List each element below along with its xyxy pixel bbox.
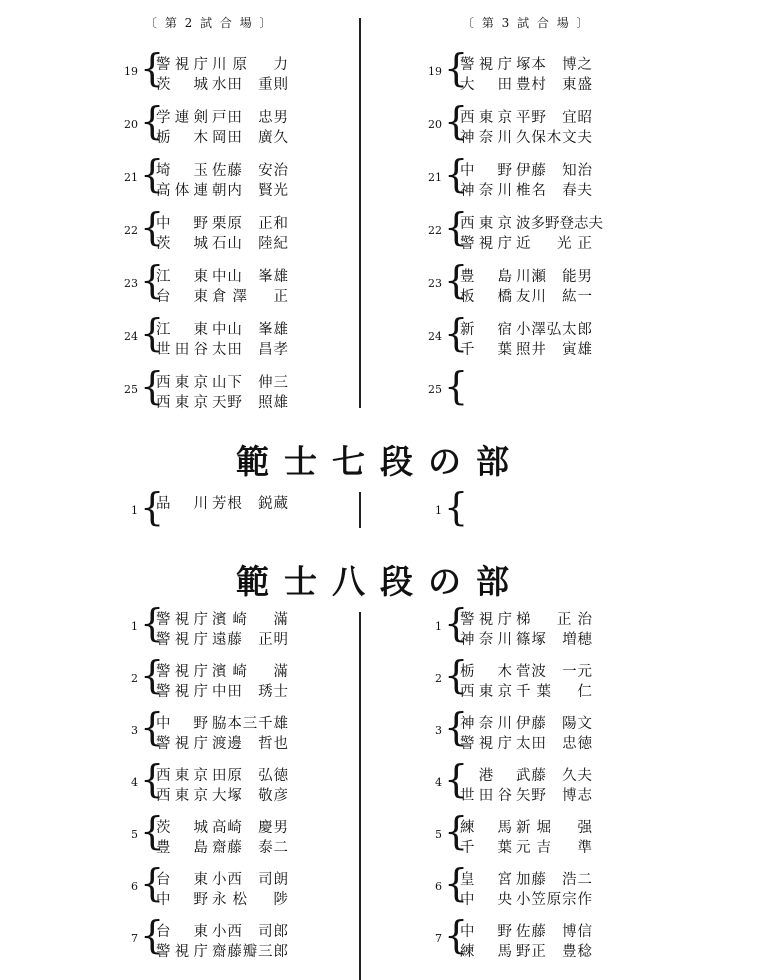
competitor-name: 佐藤 安治 <box>212 163 288 179</box>
match-entry <box>428 809 608 858</box>
competitor-affiliation: 台東 <box>156 289 208 305</box>
competitor-row <box>156 940 288 960</box>
competitor-name: 遠藤 正明 <box>212 632 288 648</box>
competitor-row <box>156 212 288 232</box>
match-number: 1 <box>435 620 442 633</box>
competitor-affiliation: 警視庁 <box>156 612 208 628</box>
competitor-row <box>156 391 288 411</box>
competitor-affiliation: 警視庁 <box>156 632 208 648</box>
competitor-name: 栗原 正和 <box>212 216 288 232</box>
competitor-affiliation: 埼玉 <box>156 163 208 179</box>
match-number: 5 <box>435 828 442 841</box>
competitor-name: 近 光正 <box>516 236 592 252</box>
pairing-brace: { <box>444 757 469 801</box>
competitor-row <box>460 318 592 338</box>
match-entry <box>124 46 304 95</box>
pairing-brace: { <box>140 46 165 90</box>
match-entry <box>124 311 304 360</box>
competitor-affiliation: 千葉 <box>460 342 512 358</box>
pairing-brace: { <box>444 601 469 645</box>
competitor-row <box>156 492 288 512</box>
competitor-affiliation: 神奈川 <box>460 183 512 199</box>
match-number: 6 <box>435 880 442 893</box>
competitor-row <box>460 338 592 358</box>
pairing-brace: { <box>140 152 165 196</box>
section-title-hanshi-8dan: 範士八段の部 <box>236 562 524 601</box>
competitor-name: 石山 陸紀 <box>212 236 288 252</box>
competitor-affiliation: 警視庁 <box>156 664 208 680</box>
competitor-name: 齋藤 泰二 <box>212 840 288 856</box>
competitor-row <box>460 920 592 940</box>
competitor-row <box>156 836 288 856</box>
competitor-row <box>156 868 288 888</box>
competitor-affiliation: 警視庁 <box>460 57 512 73</box>
competitor-name: 新堀 强 <box>516 820 592 836</box>
competitor-name: 椎名 春夫 <box>516 183 592 199</box>
competitor-row <box>460 391 592 411</box>
match-number: 1 <box>131 620 138 633</box>
competitor-affiliation: 豊島 <box>460 269 512 285</box>
competitor-affiliation: 世田谷 <box>460 788 512 804</box>
competitor-name: 中山 峯雄 <box>212 269 288 285</box>
competitor-affiliation: 栃木 <box>156 130 208 146</box>
pairing-brace: { <box>140 99 165 143</box>
match-entry <box>428 46 608 95</box>
competitor-name: 中山 峯雄 <box>212 322 288 338</box>
competitor-affiliation: 茨城 <box>156 236 208 252</box>
competitor-name: 山下 伸三 <box>212 375 288 391</box>
match-entry <box>428 601 608 650</box>
competitor-affiliation: 中野 <box>156 892 208 908</box>
match-number: 7 <box>131 932 138 945</box>
competitor-affiliation: 西東京 <box>460 684 512 700</box>
competitor-name: 伊藤 陽文 <box>516 716 592 732</box>
pairing-brace: { <box>140 913 165 957</box>
competitor-name: 太田 昌孝 <box>212 342 288 358</box>
competitor-name: 伊藤 知治 <box>516 163 592 179</box>
match-number: 4 <box>435 776 442 789</box>
match-number: 21 <box>428 171 442 184</box>
competitor-row <box>460 179 592 199</box>
pairing-brace: { <box>444 485 469 529</box>
competitor-name: 倉澤 正 <box>212 289 288 305</box>
competitor-row <box>156 265 288 285</box>
competitor-affiliation: 茨城 <box>156 820 208 836</box>
competitor-name: 加藤 浩二 <box>516 872 592 888</box>
competitor-name: 篠塚 増穂 <box>516 632 592 648</box>
competitor-row <box>156 784 288 804</box>
pairing-brace: { <box>140 205 165 249</box>
competitor-affiliation: 台東 <box>156 872 208 888</box>
competitor-row <box>156 318 288 338</box>
competitor-row <box>460 764 592 784</box>
competitor-name: 菅波 一元 <box>516 664 592 680</box>
pairing-brace: { <box>444 861 469 905</box>
competitor-name: 中田 琇士 <box>212 684 288 700</box>
competitor-name: 矢野 博志 <box>516 788 592 804</box>
pairing-brace: { <box>444 99 469 143</box>
competitor-row <box>460 816 592 836</box>
match-entry <box>124 809 304 858</box>
competitor-row <box>460 940 592 960</box>
competitor-row <box>156 628 288 648</box>
pairing-brace: { <box>140 364 165 408</box>
competitor-row <box>460 888 592 908</box>
match-entry <box>428 757 608 806</box>
competitor-name: 梯 正治 <box>516 612 592 628</box>
competitor-affiliation: 大田 <box>460 77 512 93</box>
competitor-affiliation: 中野 <box>460 924 512 940</box>
match-entry <box>428 152 608 201</box>
match-entry <box>124 485 304 534</box>
competitor-name: 豊村 東盛 <box>516 77 592 93</box>
match-number: 2 <box>435 672 442 685</box>
competitor-affiliation: 西東京 <box>460 216 512 232</box>
match-number: 25 <box>428 383 442 396</box>
competitor-row <box>460 159 592 179</box>
competitor-name: 天野 照雄 <box>212 395 288 411</box>
competitor-row <box>460 285 592 305</box>
competitor-name: 波多野登志夫 <box>516 216 603 232</box>
header-court-3: 〔 第 3 試 合 場 〕 <box>462 16 591 30</box>
competitor-affiliation: 警視庁 <box>460 612 512 628</box>
competitor-row <box>460 836 592 856</box>
competitor-name: 照井 寅雄 <box>516 342 592 358</box>
competitor-name: 齋藤瓣三郎 <box>212 944 288 960</box>
match-entry <box>428 205 608 254</box>
match-number: 5 <box>131 828 138 841</box>
pairing-brace: { <box>140 601 165 645</box>
pairing-brace: { <box>140 485 165 529</box>
competitor-row <box>156 179 288 199</box>
competitor-name: 濱崎 滿 <box>212 612 288 628</box>
match-number: 19 <box>428 65 442 78</box>
competitor-row <box>460 126 592 146</box>
competitor-affiliation: 警視庁 <box>156 57 208 73</box>
match-number: 4 <box>131 776 138 789</box>
match-entry <box>428 485 608 534</box>
competitor-row <box>156 338 288 358</box>
competitor-row <box>156 888 288 908</box>
competitor-row <box>156 732 288 752</box>
competitor-row <box>460 212 603 232</box>
match-entry <box>124 601 304 650</box>
competitor-row <box>156 126 288 146</box>
competitor-affiliation: 板橋 <box>460 289 512 305</box>
competitor-name: 戸田 忠男 <box>212 110 288 126</box>
match-entry <box>428 653 608 702</box>
pairing-brace: { <box>444 653 469 697</box>
competitor-row <box>156 53 288 73</box>
match-entry <box>124 705 304 754</box>
pairing-brace: { <box>444 311 469 355</box>
match-number: 23 <box>428 277 442 290</box>
competitor-affiliation: 栃木 <box>460 664 512 680</box>
competitor-name: 小笠原宗作 <box>516 892 592 908</box>
match-number: 2 <box>131 672 138 685</box>
competitor-affiliation: 西東京 <box>460 110 512 126</box>
competitor-affiliation: 警視庁 <box>460 736 512 752</box>
pairing-brace: { <box>444 364 469 408</box>
pairing-brace: { <box>140 653 165 697</box>
match-entry <box>428 705 608 754</box>
competitor-row <box>460 53 592 73</box>
competitor-row <box>460 784 592 804</box>
match-number: 21 <box>124 171 138 184</box>
competitor-affiliation: 高体連 <box>156 183 208 199</box>
competitor-row <box>156 816 288 836</box>
pairing-brace: { <box>140 809 165 853</box>
match-entry <box>124 364 304 413</box>
match-entry <box>428 258 608 307</box>
match-number: 6 <box>131 880 138 893</box>
competitor-affiliation: 神奈川 <box>460 130 512 146</box>
competitor-row <box>156 660 288 680</box>
match-entry <box>124 205 304 254</box>
competitor-row <box>156 764 288 784</box>
competitor-affiliation: 神奈川 <box>460 716 512 732</box>
competitor-name: 塚本 博之 <box>516 57 592 73</box>
competitor-name: 朝内 賢光 <box>212 183 288 199</box>
match-entry <box>124 99 304 148</box>
match-number: 22 <box>428 224 442 237</box>
match-number: 3 <box>435 724 442 737</box>
competitor-row <box>460 73 592 93</box>
competitor-affiliation: 練馬 <box>460 944 512 960</box>
competitor-affiliation: 学連剣 <box>156 110 208 126</box>
competitor-name: 芳根 鋭蔵 <box>212 496 288 512</box>
pairing-brace: { <box>140 861 165 905</box>
competitor-row <box>460 660 592 680</box>
competitor-row <box>156 608 288 628</box>
competitor-row <box>156 232 288 252</box>
competitor-affiliation: 中野 <box>460 163 512 179</box>
competitor-row <box>460 232 592 252</box>
competitor-row <box>460 732 592 752</box>
pairing-brace: { <box>444 258 469 302</box>
competitor-affiliation: 江東 <box>156 269 208 285</box>
competitor-affiliation: 中央 <box>460 892 512 908</box>
competitor-affiliation: 警視庁 <box>156 736 208 752</box>
match-entry <box>124 152 304 201</box>
competitor-affiliation: 港 <box>478 768 494 784</box>
competitor-name: 小西 司朗 <box>212 872 288 888</box>
match-entry <box>124 861 304 910</box>
competitor-affiliation: 皇宮 <box>460 872 512 888</box>
competitor-row <box>460 265 592 285</box>
competitor-row <box>460 371 592 391</box>
competitor-name: 大塚 敬彦 <box>212 788 288 804</box>
match-number: 24 <box>428 330 442 343</box>
competitor-row <box>156 285 288 305</box>
pairing-brace: { <box>444 46 469 90</box>
match-number: 20 <box>124 118 138 131</box>
competitor-name: 平野 宜昭 <box>516 110 592 126</box>
pairing-brace: { <box>140 757 165 801</box>
competitor-name: 岡田 廣久 <box>212 130 288 146</box>
competitor-affiliation: 新宿 <box>460 322 512 338</box>
match-entry <box>428 311 608 360</box>
match-number: 25 <box>124 383 138 396</box>
competitor-row <box>156 371 288 391</box>
competitor-name: 川原 力 <box>212 57 288 73</box>
pairing-brace: { <box>444 913 469 957</box>
competitor-affiliation: 台東 <box>156 924 208 940</box>
competitor-affiliation: 品川 <box>156 496 208 512</box>
header-court-2: 〔 第 2 試 合 場 〕 <box>145 16 274 30</box>
match-entry <box>428 364 608 413</box>
competitor-row <box>460 712 592 732</box>
competitor-name: 小西 司郎 <box>212 924 288 940</box>
column-divider-section7 <box>359 492 361 528</box>
pairing-brace: { <box>140 705 165 749</box>
competitor-affiliation: 西東京 <box>156 768 208 784</box>
competitor-row <box>156 920 288 940</box>
competitor-name: 太田 忠徳 <box>516 736 592 752</box>
match-number: 7 <box>435 932 442 945</box>
competitor-affiliation: 中野 <box>156 716 208 732</box>
competitor-affiliation: 西東京 <box>156 375 208 391</box>
competitor-affiliation: 茨城 <box>156 77 208 93</box>
match-entry <box>124 757 304 806</box>
pairing-brace: { <box>444 205 469 249</box>
match-number: 3 <box>131 724 138 737</box>
competitor-affiliation: 世田谷 <box>156 342 208 358</box>
competitor-affiliation: 西東京 <box>156 395 208 411</box>
competitor-affiliation: 警視庁 <box>460 236 512 252</box>
match-entry <box>124 913 304 962</box>
competitor-name: 渡邊 哲也 <box>212 736 288 752</box>
column-divider-top <box>359 18 361 408</box>
pairing-brace: { <box>444 705 469 749</box>
competitor-name: 元吉 準 <box>516 840 592 856</box>
pairing-brace: { <box>140 258 165 302</box>
competitor-affiliation: 神奈川 <box>460 632 512 648</box>
competitor-name: 久保木文夫 <box>516 130 592 146</box>
match-entry <box>124 653 304 702</box>
competitor-affiliation: 中野 <box>156 216 208 232</box>
competitor-row <box>460 106 592 126</box>
match-entry <box>428 861 608 910</box>
competitor-name: 野正 豊稔 <box>516 944 592 960</box>
match-entry <box>428 99 608 148</box>
section-title-hanshi-7dan: 範士七段の部 <box>236 442 524 481</box>
match-number: 1 <box>435 504 442 517</box>
match-number: 1 <box>131 504 138 517</box>
competitor-row <box>460 868 592 888</box>
match-entry <box>428 913 608 962</box>
competitor-affiliation: 西東京 <box>156 788 208 804</box>
pairing-brace: { <box>444 152 469 196</box>
competitor-name: 武藤 久夫 <box>516 768 592 784</box>
competitor-row <box>156 680 288 700</box>
competitor-affiliation: 練馬 <box>460 820 512 836</box>
competitor-name: 千葉 仁 <box>516 684 592 700</box>
competitor-affiliation: 警視庁 <box>156 944 208 960</box>
competitor-affiliation: 警視庁 <box>156 684 208 700</box>
match-number: 24 <box>124 330 138 343</box>
competitor-name: 脇本三千雄 <box>212 716 288 732</box>
match-number: 19 <box>124 65 138 78</box>
competitor-name: 小澤弘太郎 <box>516 322 592 338</box>
competitor-name: 永松 陟 <box>212 892 288 908</box>
column-divider-section8 <box>359 612 361 980</box>
competitor-name: 佐藤 博信 <box>516 924 592 940</box>
match-number: 22 <box>124 224 138 237</box>
match-entry <box>124 258 304 307</box>
competitor-name: 田原 弘徳 <box>212 768 288 784</box>
competitor-row <box>156 159 288 179</box>
competitor-affiliation: 豊島 <box>156 840 208 856</box>
match-number: 23 <box>124 277 138 290</box>
competitor-row <box>156 712 288 732</box>
competitor-row <box>460 608 592 628</box>
competitor-name: 水田 重則 <box>212 77 288 93</box>
competitor-row <box>156 106 288 126</box>
competitor-name: 友川 紘一 <box>516 289 592 305</box>
match-number: 20 <box>428 118 442 131</box>
competitor-affiliation: 千葉 <box>460 840 512 856</box>
competitor-row <box>460 680 592 700</box>
competitor-row <box>156 73 288 93</box>
competitor-affiliation: 江東 <box>156 322 208 338</box>
competitor-row <box>460 628 592 648</box>
pairing-brace: { <box>444 809 469 853</box>
pairing-brace: { <box>140 311 165 355</box>
competitor-name: 川瀬 能男 <box>516 269 592 285</box>
competitor-name: 高崎 慶男 <box>212 820 288 836</box>
competitor-name: 濱崎 滿 <box>212 664 288 680</box>
